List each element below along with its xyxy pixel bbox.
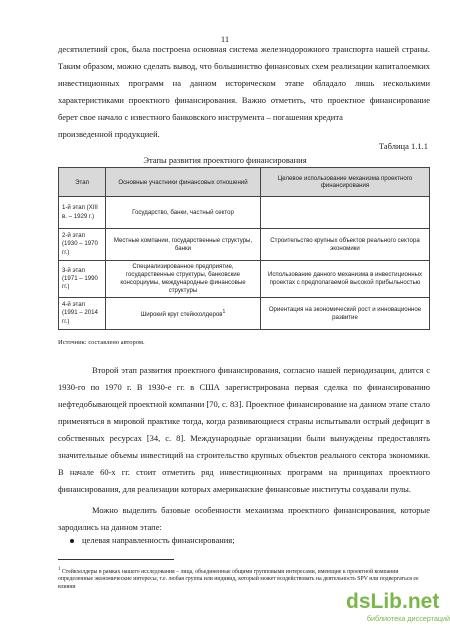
- page-number: 11: [220, 34, 230, 44]
- stage-cell: 1-й этап (XIII в. – 1929 г.): [59, 197, 106, 229]
- table-header-usage: Целевое использование механизма проектного финансирования: [261, 168, 430, 197]
- participants-cell: Местные компании, государственные структуры, банки: [106, 229, 261, 261]
- intro-paragraph: десятилетний срок, была построена основная система железнодорожного транспорта нашей страны. Таким образом, можно сделать вывод, что большинство финансовых схем реализации капиталоемких инвестиционных программ на данном историческом этапе обладало лишь несколькими характеристиками проектного финансирования. Важно отметить, что проектное финансирование берет свое начало с известного банковского инструмента – погашения кредита: [58, 44, 430, 122]
- usage-cell: Использование данного механизма в инвестиционных проектах с предполагаемой высокой прибыльностью: [261, 261, 430, 298]
- watermark-logo: dsLib.net: [346, 590, 440, 613]
- intro-paragraph-last-line: произведенной продукцией.: [58, 129, 160, 139]
- usage-cell: [261, 197, 430, 229]
- table-row: [59, 261, 430, 298]
- stage-cell: 3-й этап (1971 – 1990 гг.): [59, 261, 106, 298]
- table-header-row: [59, 168, 430, 197]
- footnote: [58, 566, 430, 591]
- bullet-item: [70, 532, 235, 549]
- footnote-divider: [58, 559, 174, 560]
- usage-cell: Строительство крупных объектов реального сектора экономики: [261, 229, 430, 261]
- participants-cell: Государство, банки, частный сектор: [106, 197, 261, 229]
- table-header-stage: Этап: [59, 168, 106, 197]
- dslib-watermark: [330, 590, 450, 636]
- table-title: Этапы развития проектного финансирования: [143, 155, 307, 165]
- table-row: [59, 229, 430, 261]
- bullet-dot-icon: [70, 539, 74, 543]
- source-note: Источник: составлено автором.: [58, 339, 145, 346]
- stage-cell: 2-й этап (1930 – 1970 гг.): [59, 229, 106, 261]
- participants-cell: [106, 298, 261, 330]
- usage-cell: Ориентация на экономический рост и инновационное развитие: [261, 298, 430, 330]
- bullet-text: целевая направленность финансирования;: [82, 535, 235, 545]
- participants-cell: Специализированное предприятие, государственные структуры, банковские консорциумы, международные финансовые структуры: [106, 261, 261, 298]
- table-row: [59, 298, 430, 330]
- watermark-subtitle: библиотека диссертаций: [366, 614, 450, 623]
- footnote-mark: 1: [58, 567, 61, 572]
- stages-table: [58, 167, 430, 330]
- stage-cell: 4-й этап (1991 – 2014 гг.): [59, 298, 106, 330]
- body-paragraph-2: Второй этап развития проектного финансирования, согласно нашей периодизации, длится с 1930-го по 1970 г. В 1930-е гг. в США зарегистрирована первая сделка по финансированию нефтедобывающей проектной компании [70, с. 83]. Проектное финансирование на данном этапе стало применяться в мировой практике тогда, когда развивающиеся страны испытывали острый дефицит в собственных ресурсах [34, с. 8]. Международные организации были вынуждены предоставлять значительные объемы инвестиций на строительство крупных объектов реального сектора экономики. В начале 60-х гг. стоит отметить ряд инвестиционных программ на принципах проектного финансирования, для реализации которых американские финансовые институты создавали пулы.: [58, 365, 430, 494]
- table-header-participants: Основные участники финансовых отношений: [106, 168, 261, 197]
- footnote-reference: 1: [222, 308, 226, 315]
- body-paragraph-3: Можно выделить базовые особенности механизма проектного финансирования, которые зародились на данном этапе:: [58, 505, 430, 532]
- footnote-text: Стейкхолдеры в рамках нашего исследования – лица, объединенные общими групповыми интересами, имеющие к проектной компании определенные экономические интересы, т.е. любая группа или индивид, который может воздействовать на деятельность SPV или подвергаться ее влияни: [58, 568, 419, 590]
- participants-text: Широкий круг стейкхолдеров: [140, 311, 223, 319]
- table-label: Таблица 1.1.1: [378, 141, 428, 151]
- table-row: [59, 197, 430, 229]
